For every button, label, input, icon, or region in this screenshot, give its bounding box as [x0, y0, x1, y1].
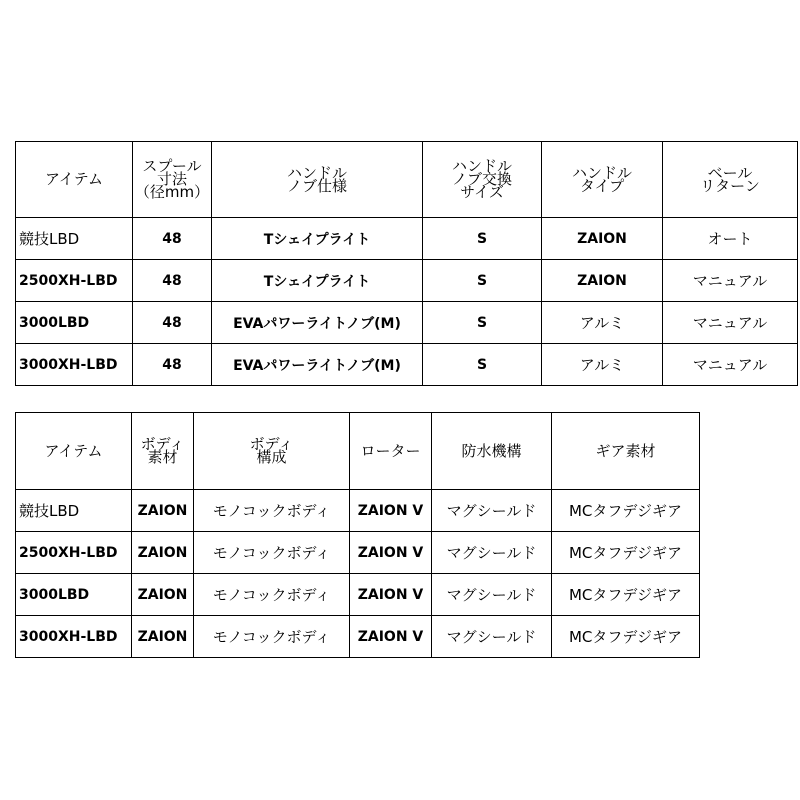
spool-size: 48 — [133, 302, 212, 344]
handle-knob-size: S — [423, 260, 542, 302]
body-construction: モノコックボディ — [194, 574, 350, 616]
table-row — [16, 260, 798, 302]
gear-material: MCタフデジギア — [552, 616, 700, 658]
table-header-row — [16, 413, 700, 490]
item-name: 競技LBD — [16, 490, 132, 532]
handle-knob-size: S — [423, 344, 542, 386]
item-name: 2500XH-LBD — [16, 532, 132, 574]
gear-material: MCタフデジギア — [552, 490, 700, 532]
rotor: ZAION V — [350, 616, 432, 658]
bail-return: オート — [663, 218, 798, 260]
handle-knob-spec: Tシェイプライト — [212, 218, 423, 260]
rotor: ZAION V — [350, 490, 432, 532]
bail-return: マニュアル — [663, 260, 798, 302]
table-row — [16, 616, 700, 658]
header-handle-knob-spec: ハンドル ノブ仕様 — [212, 142, 423, 218]
table-header-row — [16, 142, 798, 218]
waterproof: マグシールド — [432, 490, 552, 532]
table-row — [16, 532, 700, 574]
header-bail-return: ベール リターン — [663, 142, 798, 218]
bail-return: マニュアル — [663, 302, 798, 344]
table-row — [16, 574, 700, 616]
handle-knob-spec: Tシェイプライト — [212, 260, 423, 302]
spec-table — [15, 141, 798, 386]
header-rotor: ローター — [350, 413, 432, 490]
handle-type: アルミ — [542, 302, 663, 344]
header-body-construction: ボディ 構成 — [194, 413, 350, 490]
header-waterproof: 防水機構 — [432, 413, 552, 490]
body-material: ZAION — [132, 574, 194, 616]
item-name: 3000LBD — [16, 574, 132, 616]
body-construction: モノコックボディ — [194, 616, 350, 658]
handle-type: ZAION — [542, 218, 663, 260]
body-table — [15, 412, 700, 658]
table-row — [16, 302, 798, 344]
header-spool-size: スプール 寸法 （径mm） — [133, 142, 212, 218]
body-construction: モノコックボディ — [194, 490, 350, 532]
waterproof: マグシールド — [432, 616, 552, 658]
gear-material: MCタフデジギア — [552, 574, 700, 616]
item-name: 競技LBD — [16, 218, 133, 260]
item-name: 3000LBD — [16, 302, 133, 344]
header-handle-knob-size: ハンドル ノブ交換 サイズ — [423, 142, 542, 218]
item-name: 2500XH-LBD — [16, 260, 133, 302]
item-name: 3000XH-LBD — [16, 344, 133, 386]
gear-material: MCタフデジギア — [552, 532, 700, 574]
header-item: アイテム — [16, 413, 132, 490]
header-handle-type: ハンドル タイプ — [542, 142, 663, 218]
rotor: ZAION V — [350, 532, 432, 574]
spool-size: 48 — [133, 218, 212, 260]
handle-type: アルミ — [542, 344, 663, 386]
handle-knob-size: S — [423, 218, 542, 260]
bail-return: マニュアル — [663, 344, 798, 386]
handle-type: ZAION — [542, 260, 663, 302]
header-body-material: ボディ 素材 — [132, 413, 194, 490]
handle-knob-spec: EVAパワーライトノブ(M) — [212, 302, 423, 344]
waterproof: マグシールド — [432, 574, 552, 616]
spool-size: 48 — [133, 260, 212, 302]
body-material: ZAION — [132, 616, 194, 658]
rotor: ZAION V — [350, 574, 432, 616]
handle-knob-spec: EVAパワーライトノブ(M) — [212, 344, 423, 386]
table-row — [16, 344, 798, 386]
table-row — [16, 490, 700, 532]
handle-knob-size: S — [423, 302, 542, 344]
waterproof: マグシールド — [432, 532, 552, 574]
header-gear-material: ギア素材 — [552, 413, 700, 490]
spool-size: 48 — [133, 344, 212, 386]
body-material: ZAION — [132, 490, 194, 532]
body-material: ZAION — [132, 532, 194, 574]
item-name: 3000XH-LBD — [16, 616, 132, 658]
header-item: アイテム — [16, 142, 133, 218]
body-construction: モノコックボディ — [194, 532, 350, 574]
table-row — [16, 218, 798, 260]
